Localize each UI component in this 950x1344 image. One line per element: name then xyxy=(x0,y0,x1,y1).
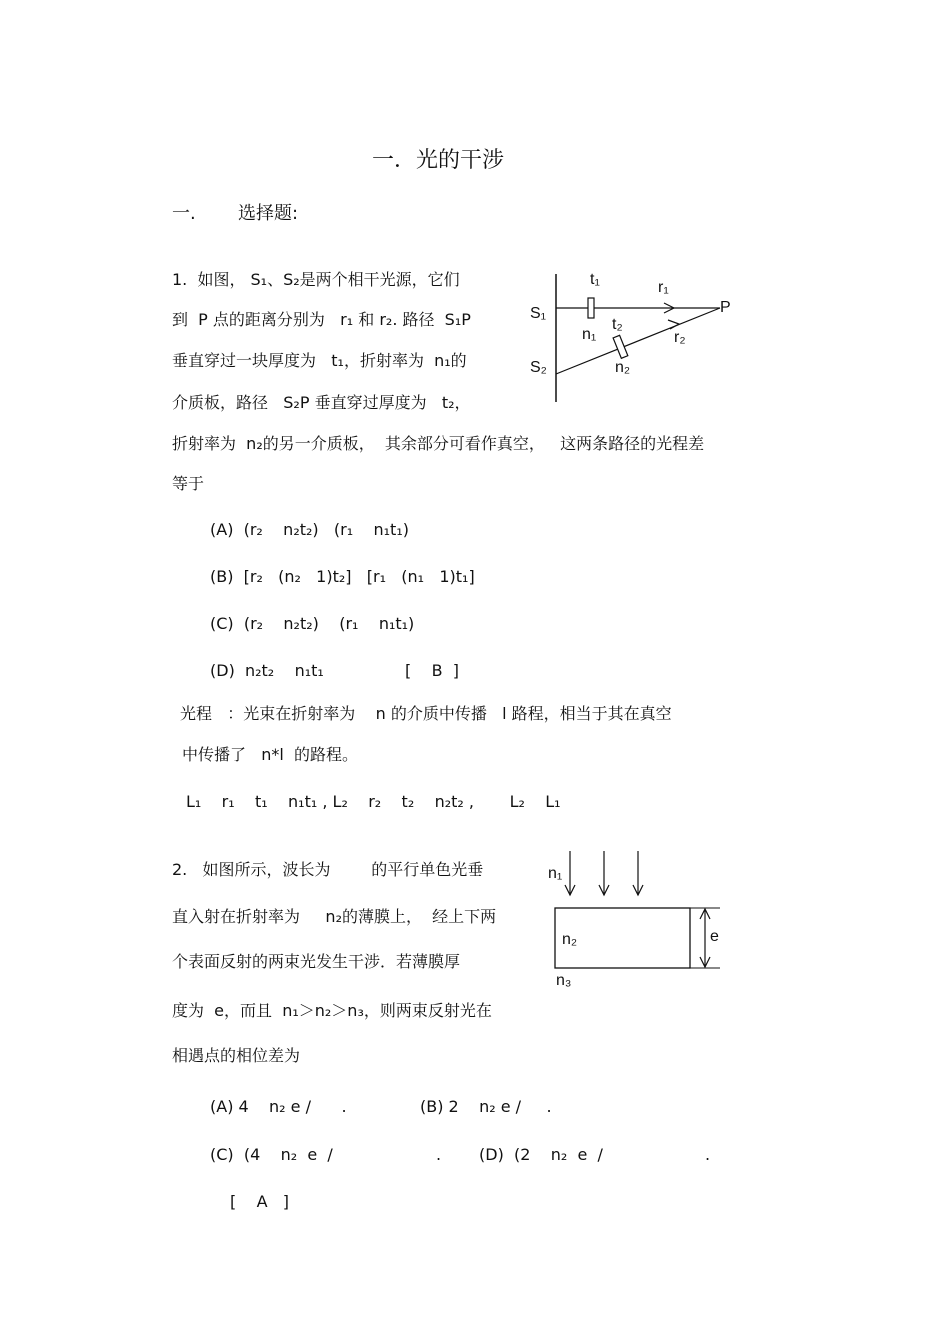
q1-figure xyxy=(520,262,750,412)
q2-line-4: 度为 e，而且 n₁＞n₂＞n₃，则两束反射光在 xyxy=(172,1001,492,1020)
q2-option-d: (D) (2 n₂ e / xyxy=(479,1145,603,1164)
q1-option-c: (C) (r₂ n₂t₂) (r₁ n₁t₁) xyxy=(210,614,415,633)
q1-line-1: 1. 如图， S₁、S₂是两个相干光源，它们 xyxy=(172,270,460,289)
label-n1: n₁ xyxy=(548,865,563,882)
plate-t1 xyxy=(588,298,594,318)
q2-line-2: 直入射在折射率为 n₂的薄膜上， 经上下两 xyxy=(172,907,497,926)
label-n3: n₃ xyxy=(556,972,572,989)
ray-s2p xyxy=(556,308,720,374)
q1-option-b: (B) [r₂ (n₂ 1)t₂] [r₁ (n₁ 1)t₁] xyxy=(210,567,475,586)
section-number: 一. xyxy=(172,203,196,224)
label-s1: S₁ xyxy=(530,305,547,322)
q2-line-1: 2. 如图所示，波长为 的平行单色光垂 xyxy=(172,860,484,879)
label-t1: t₁ xyxy=(590,271,600,288)
q1-line-6: 等于 xyxy=(172,474,205,493)
q1-formula: L₁ r₁ t₁ n₁t₁ , L₂ r₂ t₂ n₂t₂ , L₂ L₁ xyxy=(186,792,561,811)
q2-option-c: (C) (4 n₂ e / xyxy=(210,1145,333,1164)
q1-line-5: 折射率为 n₂的另一介质板， 其余部分可看作真空， 这两条路径的光程差 xyxy=(172,434,705,453)
q1-line-4: 介质板，路径 S₂P 垂直穿过厚度为 t₂， xyxy=(172,393,471,412)
label-s2: S₂ xyxy=(530,359,547,376)
label-n2: n₂ xyxy=(615,359,631,376)
q2-figure xyxy=(540,845,730,995)
q1-answer: [ B ] xyxy=(405,661,459,680)
q2-option-c-end: . xyxy=(436,1145,442,1164)
label-t2: t₂ xyxy=(612,316,623,333)
q1-line-3: 垂直穿过一块厚度为 t₁，折射率为 n₁的 xyxy=(172,351,467,370)
q1-option-d: (D) n₂t₂ n₁t₁ xyxy=(210,661,324,680)
label-r1: r₁ xyxy=(658,279,669,296)
label-e: e xyxy=(710,928,719,945)
q1-note-line-1: 光程 ：光束在折射率为 n 的介质中传播 l 路程，相当于其在真空 xyxy=(180,704,672,723)
label-n2: n₂ xyxy=(562,931,578,948)
label-n1: n₁ xyxy=(582,326,597,343)
plate-t2 xyxy=(613,335,628,358)
q2-option-a: (A) 4 n₂ e / . xyxy=(210,1097,347,1116)
label-r2: r₂ xyxy=(674,329,686,346)
label-p: P xyxy=(720,299,731,316)
q2-line-5: 相遇点的相位差为 xyxy=(172,1046,301,1065)
q1-note-line-2: 中传播了 n*l 的路程。 xyxy=(182,745,359,764)
q2-option-d-end: . xyxy=(705,1145,711,1164)
q2-option-b: (B) 2 n₂ e / . xyxy=(420,1097,552,1116)
q2-answer: [ A ] xyxy=(230,1192,290,1211)
q2-line-3: 个表面反射的两束光发生干涉．若薄膜厚 xyxy=(172,952,461,971)
section-label: 选择题: xyxy=(238,203,299,224)
page-title: 一．光的干涉 xyxy=(372,148,505,173)
q1-option-a: (A) (r₂ n₂t₂) (r₁ n₁t₁) xyxy=(210,520,409,539)
q1-line-2: 到 P 点的距离分别为 r₁ 和 r₂. 路径 S₁P xyxy=(172,310,471,329)
